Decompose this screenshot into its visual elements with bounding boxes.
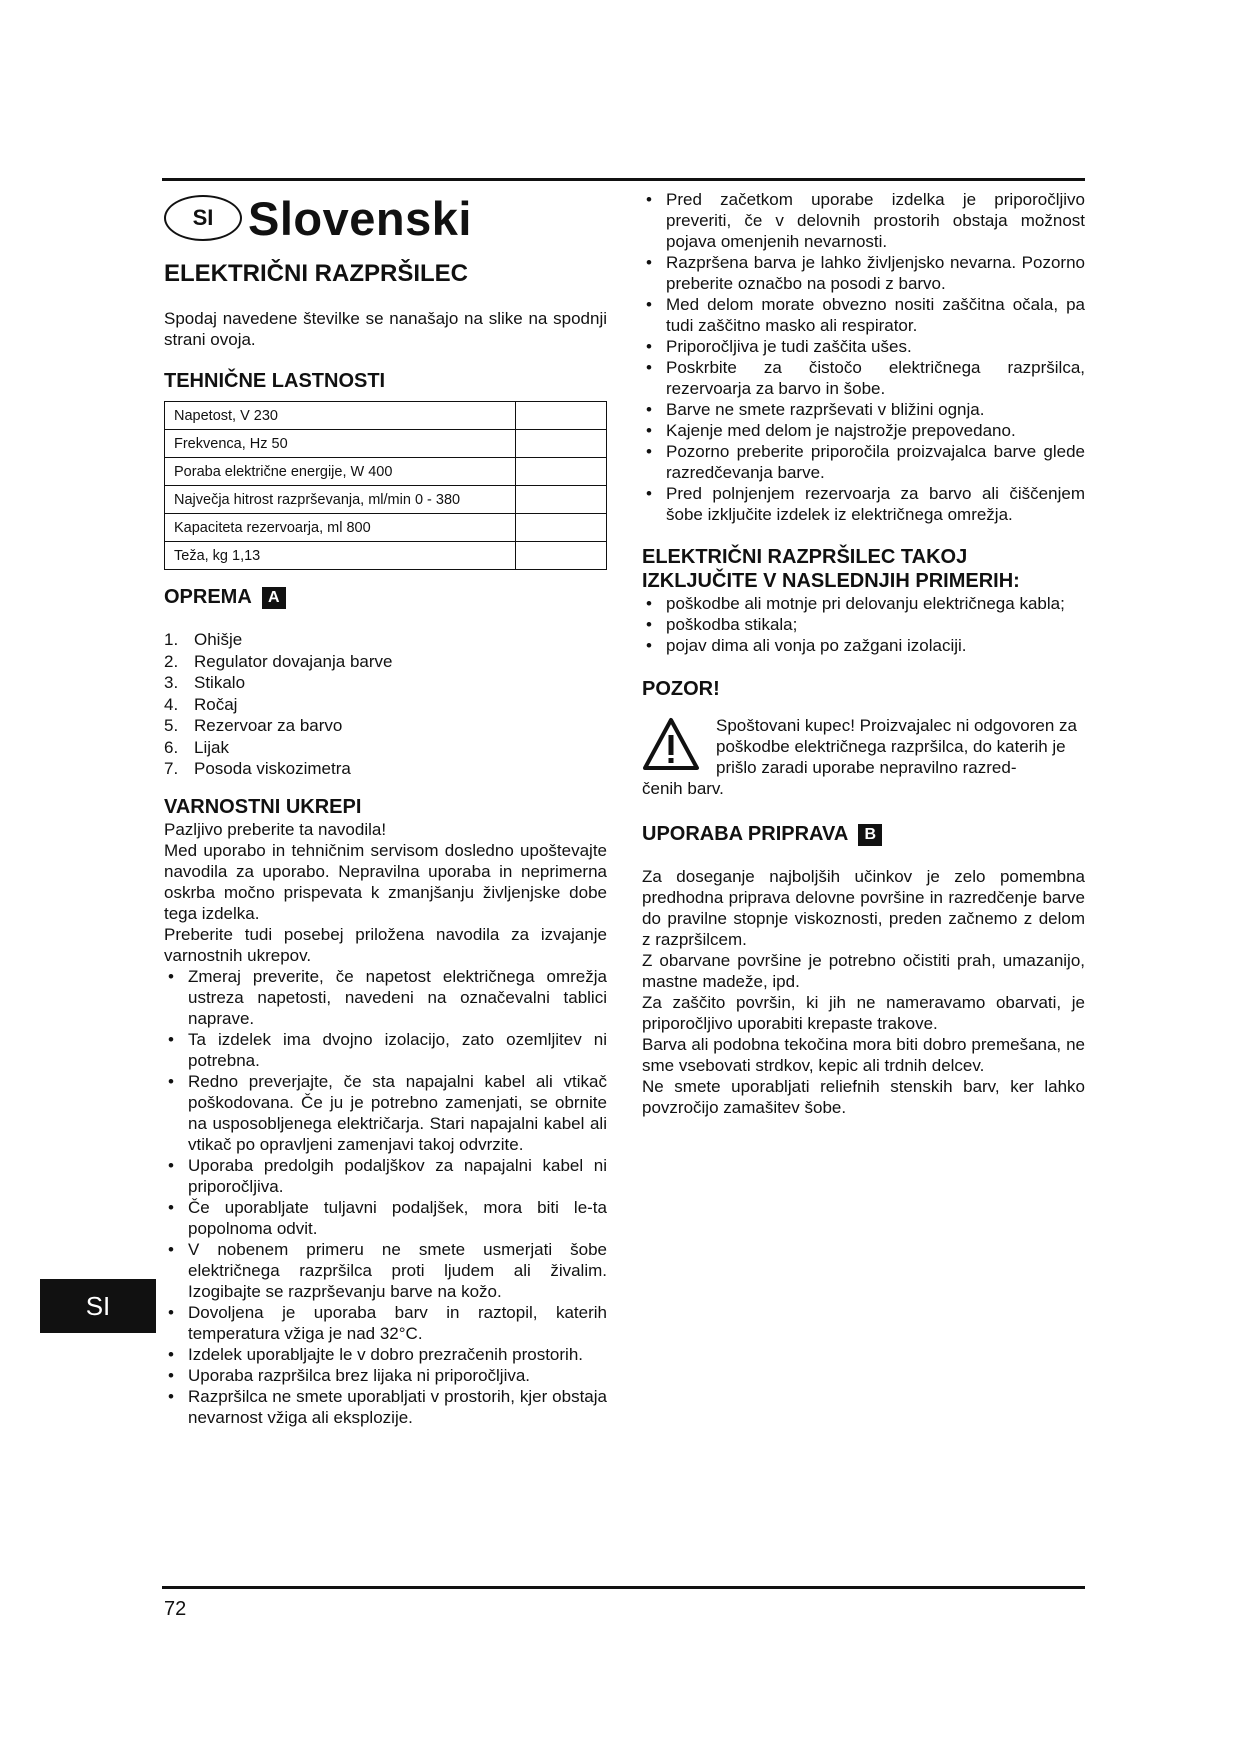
bottom-rule bbox=[162, 1586, 1085, 1589]
spec-blank-cell bbox=[516, 402, 607, 430]
spec-cell: Napetost, V 230 bbox=[165, 402, 516, 430]
list-item: • Ta izdelek ima dvojno izolacijo, zato ozemljitev ni potrebna. bbox=[164, 1029, 607, 1071]
spec-blank-cell bbox=[516, 514, 607, 542]
item-number: 4. bbox=[164, 694, 179, 714]
list-item bbox=[164, 715, 607, 737]
list-item: • Pred začetkom uporabe izdelka je priporočljivo preveriti, če v delovnih prostorih obstaja možnost pojava omenjenih nevarnosti. bbox=[642, 189, 1085, 252]
list-item: • Uporaba razpršilca brez lijaka ni priporočljiva. bbox=[164, 1365, 607, 1386]
list-item: • Uporaba predolgih podaljškov za napajalni kabel ni priporočljiva. bbox=[164, 1155, 607, 1197]
spec-blank-cell bbox=[516, 430, 607, 458]
table-row bbox=[165, 458, 607, 486]
item-number: 1. bbox=[164, 630, 179, 649]
list-item bbox=[164, 651, 607, 673]
item-label: Ročaj bbox=[194, 694, 238, 714]
table-row bbox=[165, 542, 607, 570]
list-item bbox=[164, 629, 607, 651]
list-item: • Priporočljiva je tudi zaščita ušes. bbox=[642, 336, 1085, 357]
language-title: Slovenski bbox=[248, 191, 472, 245]
document-title: ELEKTRIČNI RAZPRŠILEC bbox=[164, 260, 469, 287]
preparation-paragraph: Barva ali podobna tekočina mora biti dobro premešana, ne sme vsebovati strdkov, kepic ali trdnih delcev. bbox=[642, 1035, 1085, 1075]
list-item: • Če uporabljate tuljavni podaljšek, mora biti le-ta popolnoma odvit. bbox=[164, 1197, 607, 1239]
figure-b-badge: B bbox=[858, 824, 882, 846]
warning-text-tail: čenih barv. bbox=[642, 779, 724, 798]
spec-cell: Poraba električne energije, W 400 bbox=[165, 458, 516, 486]
list-item: • poškodbe ali motnje pri delovanju električnega kabla; bbox=[642, 593, 1085, 614]
figure-a-badge: A bbox=[262, 587, 286, 609]
item-label: Posoda viskozimetra bbox=[194, 759, 351, 778]
list-item: • Pozorno preberite priporočila proizvajalca barve glede razredčevanja barve. bbox=[642, 441, 1085, 483]
top-rule bbox=[162, 178, 1085, 181]
switch-off-heading-line: IZKLJUČITE V NASLEDNJIH PRIMERIH: bbox=[642, 570, 1020, 592]
list-item bbox=[164, 672, 607, 694]
list-item: • Redno preverjajte, če sta napajalni kabel ali vtikač poškodovana. Če ju je potrebno zamenjati, se obrnite na usposobljenega električarja. Stari napajalni kabel ali vtikač po opravljeni zamenjavi takoj odvrzite. bbox=[164, 1071, 607, 1155]
table-row bbox=[165, 514, 607, 542]
specs-table bbox=[164, 401, 607, 570]
switch-off-heading-line: ELEKTRIČNI RAZPRŠILEC TAKOJ bbox=[642, 546, 968, 568]
switch-off-list bbox=[642, 593, 1085, 656]
spec-cell: Teža, kg 1,13 bbox=[165, 542, 516, 570]
list-item: • Zmeraj preverite, če napetost električnega omrežja ustreza napetosti, navedeni na označevalni tablici naprave. bbox=[164, 966, 607, 1029]
intro-text: Spodaj navedene številke se nanašajo na slike na spodnji strani ovoja. bbox=[164, 309, 607, 349]
preparation-paragraph: Za doseganje najboljših učinkov je zelo pomembna predhodna priprava delovne površine in razredčenje barve do pravilne stopnje viskoznosti, preden začnemo z delom z razpršilcem. bbox=[642, 867, 1085, 949]
safety-paragraph: Med uporabo in tehničnim servisom dosledno upoštevajte navodila za uporabo. Nepravilna uporaba in neprimerna oskrba močno prispevata k zmanjšanju življenjske dobe tega izdelka. bbox=[164, 840, 607, 923]
switch-off-heading bbox=[642, 545, 1085, 593]
item-number: 3. bbox=[164, 673, 179, 692]
spec-cell: Kapaciteta rezervoarja, ml 800 bbox=[165, 514, 516, 542]
list-item: • Razpršilca ne smete uporabljati v prostorih, kjer obstaja nevarnost vžiga ali eksplozije. bbox=[164, 1386, 607, 1428]
item-number: 7. bbox=[164, 759, 179, 778]
item-label: Regulator dovajanja barve bbox=[194, 651, 393, 671]
preparation-paragraph: Ne smete uporabljati reliefnih stenskih barv, ker lahko povzročijo zamašitev šobe. bbox=[642, 1077, 1085, 1117]
list-item bbox=[164, 694, 607, 716]
item-number: 2. bbox=[164, 651, 179, 671]
list-item: • Izdelek uporabljajte le v dobro prezračenih prostorih. bbox=[164, 1344, 607, 1365]
language-header bbox=[164, 190, 607, 246]
list-item: • Kajenje med delom je najstrožje prepovedano. bbox=[642, 420, 1085, 441]
list-item: • Dovoljena je uporaba barv in raztopil, katerih temperatura vžiga je nad 32°C. bbox=[164, 1302, 607, 1344]
list-item: • Razpršena barva je lahko življenjsko nevarna. Pozorno preberite označbo na posodi z barvo. bbox=[642, 252, 1085, 294]
item-number: 6. bbox=[164, 737, 179, 757]
list-item: • Pred polnjenjem rezervoarja za barvo ali čiščenjem šobe izključite izdelek iz električnega omrežja. bbox=[642, 483, 1085, 525]
item-label: Lijak bbox=[194, 737, 229, 757]
table-row bbox=[165, 430, 607, 458]
right-column bbox=[642, 189, 1085, 1118]
specs-heading: TEHNIČNE LASTNOSTI bbox=[164, 370, 386, 392]
language-code-badge: SI bbox=[164, 195, 242, 241]
left-column bbox=[164, 190, 607, 1428]
warning-block bbox=[642, 715, 1085, 778]
equipment-heading: OPREMA bbox=[164, 586, 252, 608]
list-item bbox=[164, 737, 607, 759]
equipment-heading-row bbox=[164, 586, 607, 609]
list-item bbox=[164, 758, 607, 780]
preparation-heading-row bbox=[642, 823, 1085, 846]
safety-paragraph: Preberite tudi posebej priložena navodila za izvajanje varnostnih ukrepov. bbox=[164, 924, 607, 965]
spec-cell: Frekvenca, Hz 50 bbox=[165, 430, 516, 458]
list-item: • V nobenem primeru ne smete usmerjati šobe električnega razpršilca proti ljudem ali živalim. Izogibajte se razprševanju barve na kožo. bbox=[164, 1239, 607, 1302]
safety-lead: Pazljivo preberite ta navodila! bbox=[164, 819, 387, 839]
preparation-paragraph: Za zaščito površin, ki jih ne nameravamo obarvati, je priporočljivo uporabiti krepaste trakove. bbox=[642, 993, 1085, 1033]
list-item: • Poskrbite za čistočo električnega razpršilca, rezervoarja za barvo in šobe. bbox=[642, 357, 1085, 399]
warning-text: Spoštovani kupec! Proizvajalec ni odgovoren za poškodbe električnega razpršilca, do katerih je prišlo zaradi uporabe nepravilno razred- bbox=[716, 716, 1077, 777]
list-item: • pojav dima ali vonja po zažgani izolaciji. bbox=[642, 635, 1085, 656]
preparation-paragraph: Z obarvane površine je potrebno očistiti prah, umazanijo, mastne madeže, ipd. bbox=[642, 951, 1085, 991]
spec-blank-cell bbox=[516, 458, 607, 486]
table-row bbox=[165, 486, 607, 514]
safety-bullets-left bbox=[164, 966, 607, 1428]
equipment-list bbox=[164, 629, 607, 780]
safety-bullets-right bbox=[642, 189, 1085, 525]
item-label: Stikalo bbox=[194, 673, 246, 692]
spec-cell: Največja hitrost razprševanja, ml/min 0 - 380 bbox=[165, 486, 516, 514]
spec-blank-cell bbox=[516, 542, 607, 570]
page-number: 72 bbox=[164, 1598, 187, 1620]
warning-triangle-icon bbox=[642, 717, 700, 771]
list-item: • Barve ne smete razprševati v bližini ognja. bbox=[642, 399, 1085, 420]
preparation-text bbox=[642, 866, 1085, 1118]
list-item: • poškodba stikala; bbox=[642, 614, 1085, 635]
safety-heading: VARNOSTNI UKREPI bbox=[164, 795, 362, 818]
language-side-tab: SI bbox=[40, 1279, 156, 1333]
item-label: Rezervoar za barvo bbox=[194, 716, 343, 735]
item-label: Ohišje bbox=[194, 630, 243, 649]
item-number: 5. bbox=[164, 716, 179, 735]
warning-heading: POZOR! bbox=[642, 678, 720, 700]
table-row bbox=[165, 402, 607, 430]
preparation-heading: UPORABA PRIPRAVA bbox=[642, 823, 849, 845]
spec-blank-cell bbox=[516, 486, 607, 514]
list-item: • Med delom morate obvezno nositi zaščitna očala, pa tudi zaščitno masko ali respirator. bbox=[642, 294, 1085, 336]
